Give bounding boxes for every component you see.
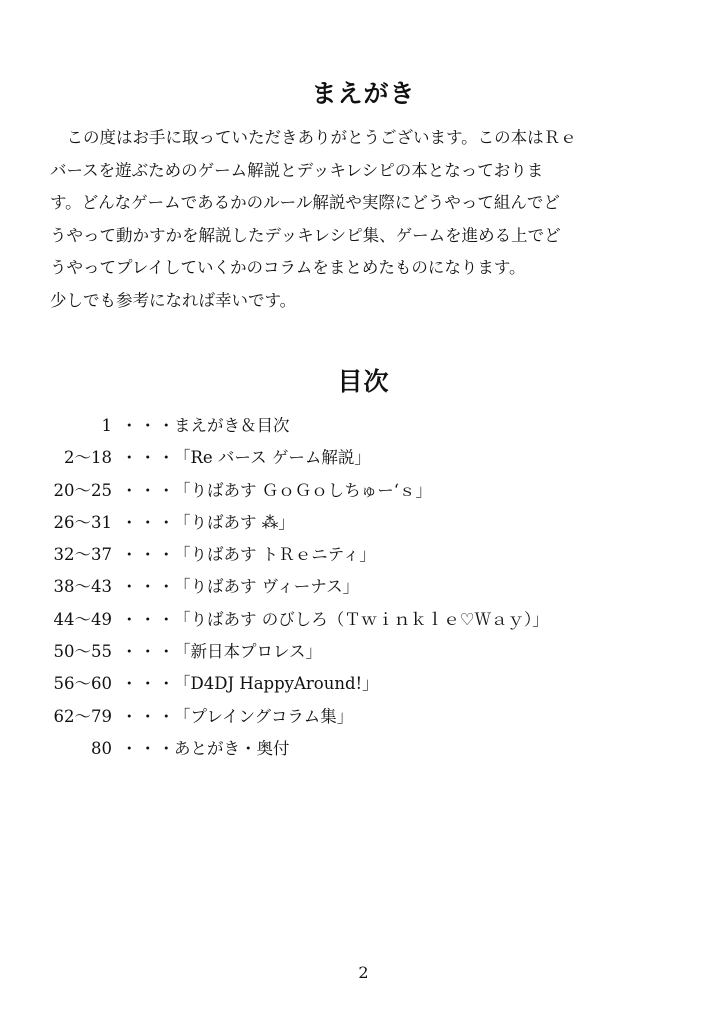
toc-page-range: 56～60 [53,674,112,694]
preface-line: 少しでも参考になれば幸いです。 [50,290,297,310]
toc-entry [0,539,727,571]
toc-leader-dots: ・・・ [121,480,177,500]
toc-leader-dots: ・・・ [121,738,177,758]
toc-leader-dots: ・・・ [121,545,177,565]
toc-entry [0,733,727,765]
toc-entry [0,604,727,636]
preface-line: うやってプレイしていくかのコラムをまとめたものになります。 [50,258,526,277]
toc-entry [0,668,727,700]
toc-page-range: 62～79 [53,706,112,726]
toc-entry [0,410,727,442]
toc-page-range: 1 [101,416,112,435]
toc-page-range: 44～49 [53,609,112,629]
preface-line: この度はお手に取っていただきありがとうございます。この本はＲｅ [50,128,577,147]
table-of-contents [0,410,727,765]
page-number: 2 [358,963,369,982]
toc-leader-dots: ・・・ [121,674,177,694]
toc-title: 「D4DJ HappyAround!」 [174,674,379,694]
toc-entry [0,636,727,668]
toc-title: 「りばあす トＲｅニティ」 [174,545,376,565]
toc-title: 「りばあす ＧｏＧｏしちゅー‘ｓ」 [174,480,432,500]
preface-heading: まえがき [311,79,416,108]
toc-page-range: 38～43 [53,577,112,597]
toc-title: 「りばあす のびしろ（Ｔｗｉｎｋｌｅ♡Ｗａｙ）」 [174,609,549,629]
toc-entry [0,442,727,474]
toc-title: あとがき・奥付 [174,738,290,758]
toc-leader-dots: ・・・ [121,577,177,597]
toc-title: 「りばあす ⁂」 [174,512,295,532]
toc-title: 「新日本プロレス」 [174,642,323,662]
toc-page-range: 80 [91,738,112,758]
toc-leader-dots: ・・・ [121,512,177,532]
preface-line: す。どんなゲームであるかのルール解説や実際にどうやって組んでど [50,193,560,212]
preface-line: バースを遊ぶためのゲーム解説とデッキレシピの本となっておりま [50,160,544,180]
toc-title: 「Re バース ゲーム解説」 [174,448,371,468]
preface-paragraph [50,122,690,317]
toc-page-range: 50～55 [53,642,112,662]
toc-page-range: 2～18 [64,448,112,468]
toc-entry [0,571,727,603]
preface-line: うやって動かすかを解説したデッキレシピ集、ゲームを進める上でど [50,225,561,245]
toc-entry [0,507,727,539]
toc-page-range: 20～25 [53,480,112,500]
toc-heading: 目次 [337,367,390,396]
toc-title: 「りばあす ヴィーナス」 [174,577,360,597]
toc-leader-dots: ・・・ [121,642,177,662]
toc-entry [0,701,727,733]
toc-page-range: 32～37 [53,545,112,565]
toc-leader-dots: ・・・ [121,609,177,629]
toc-leader-dots: ・・・ [121,416,177,435]
toc-page-range: 26～31 [53,512,112,532]
toc-leader-dots: ・・・ [121,706,177,726]
toc-title: 「プレイングコラム集」 [174,706,354,726]
toc-leader-dots: ・・・ [121,448,177,468]
toc-entry [0,475,727,507]
toc-title: まえがき＆目次 [174,416,290,435]
